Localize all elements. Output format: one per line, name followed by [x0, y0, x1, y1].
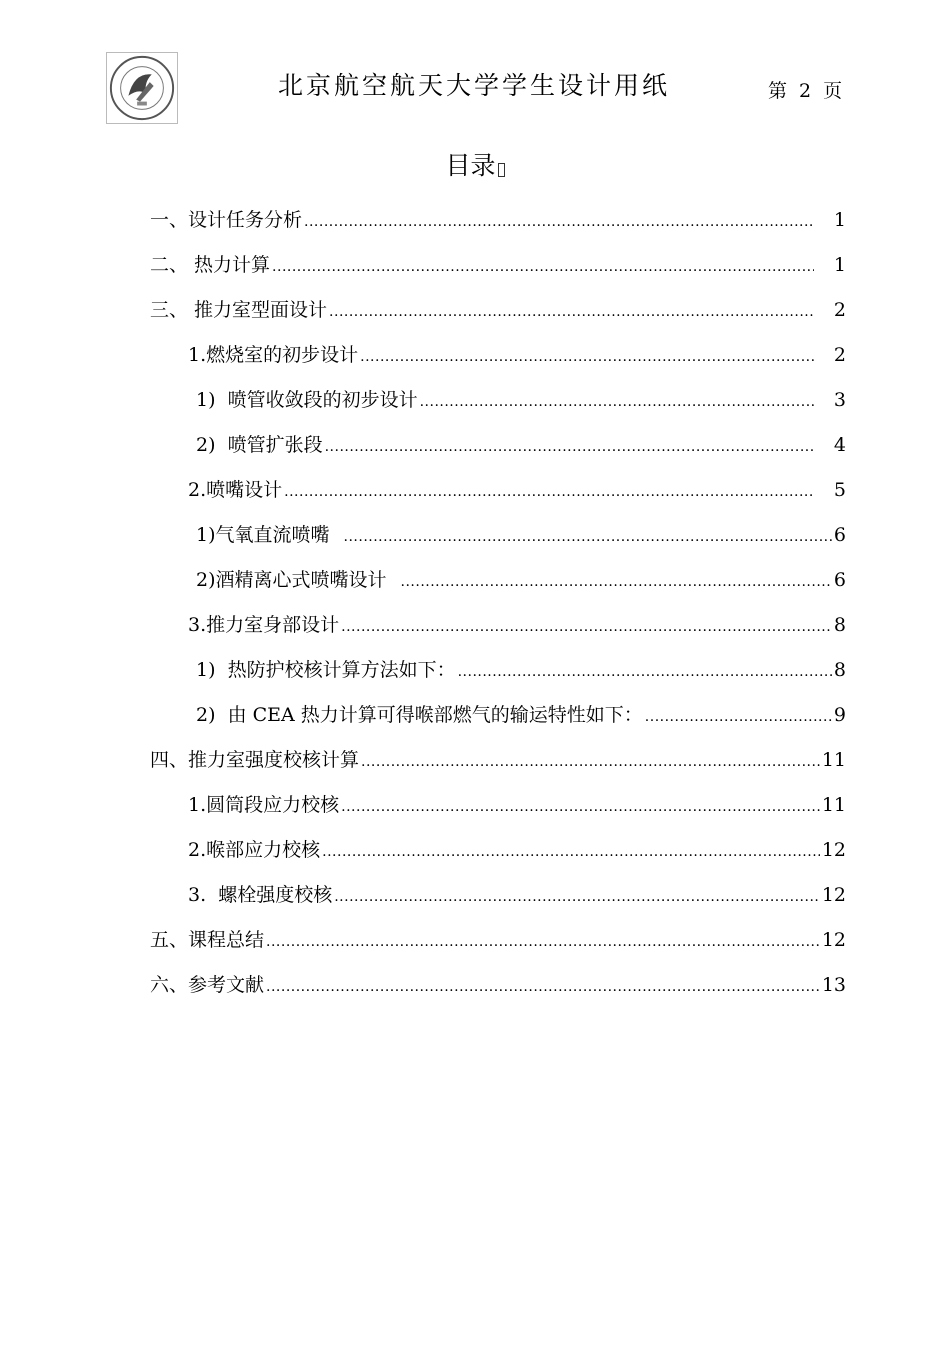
toc-entry-page: 1	[833, 209, 846, 231]
toc-leader-dots	[341, 799, 820, 815]
toc-leader-dots	[329, 304, 814, 320]
toc-entry[interactable]	[188, 790, 846, 820]
toc-entry-label: 2) 由 CEA 热力计算可得喉部燃气的输运特性如下：	[196, 704, 643, 726]
header-title: 北京航空航天大学学生设计用纸	[278, 71, 671, 100]
toc-entry-label: 1)气氧直流喷嘴	[196, 524, 330, 546]
page-header	[0, 0, 950, 130]
toc-leader-dots	[272, 259, 814, 275]
toc-entry-page: 8	[833, 614, 846, 636]
toc-leader-dots	[266, 934, 820, 950]
toc-entry[interactable]	[196, 385, 846, 415]
toc-entry-page: 12	[821, 929, 846, 951]
toc-leader-dots	[325, 439, 814, 455]
toc-entry[interactable]	[150, 925, 846, 955]
toc-entry-page: 11	[821, 794, 846, 816]
page-number: 第 2 页	[768, 80, 843, 102]
university-seal-icon	[107, 53, 177, 123]
university-logo	[106, 52, 178, 124]
toc-title-text: 目录	[445, 151, 496, 180]
toc-entry-page: 6	[833, 569, 846, 591]
toc-entry-label: 3. 螺栓强度校核	[188, 884, 333, 906]
toc-entry-label: 二、 热力计算	[150, 254, 271, 276]
toc-entry-label: 四、推力室强度校核计算	[150, 749, 360, 771]
toc-entry[interactable]	[188, 610, 846, 640]
toc-entry[interactable]	[150, 745, 846, 775]
toc-entry-label: 六、参考文献	[150, 974, 265, 996]
toc-entry-page: 5	[833, 479, 846, 501]
toc-entry[interactable]	[188, 835, 846, 865]
toc-entry-label: 2.喉部应力校核	[188, 839, 321, 861]
toc-leader-dots	[458, 664, 832, 680]
toc-entry-label: 1.圆筒段应力校核	[188, 794, 340, 816]
toc-entry[interactable]	[196, 655, 846, 685]
toc-entry-label: 2)酒精离心式喷嘴设计	[196, 569, 387, 591]
toc-leader-dots	[322, 844, 820, 860]
toc-entry-page: 8	[833, 659, 846, 681]
toc-title	[0, 146, 950, 182]
toc-leader-dots	[304, 214, 814, 230]
toc-entry[interactable]	[150, 205, 846, 235]
toc-leader-dots	[645, 709, 832, 725]
toc-entry[interactable]	[188, 340, 846, 370]
toc-leader-dots	[420, 394, 814, 410]
toc-entry-label: 一、设计任务分析	[150, 209, 303, 231]
toc-entry[interactable]	[196, 565, 846, 595]
toc-leader-dots	[284, 484, 814, 500]
toc-entry[interactable]	[188, 475, 846, 505]
toc-leader-dots	[344, 529, 832, 545]
toc-entry[interactable]	[196, 700, 846, 730]
toc-entry-page: 6	[833, 524, 846, 546]
toc-entry-label: 2) 喷管扩张段	[196, 434, 323, 456]
toc-entry-label: 1) 喷管收敛段的初步设计	[196, 389, 418, 411]
toc-entry-page: 12	[821, 839, 846, 861]
toc-entry-label: 3.推力室身部设计	[188, 614, 340, 636]
toc-leader-dots	[266, 979, 820, 995]
toc-leader-dots	[361, 754, 820, 770]
toc-entry[interactable]	[150, 295, 846, 325]
toc-entry-page: 9	[833, 704, 846, 726]
toc-leader-dots	[401, 574, 832, 590]
toc-entry-label: 1.燃烧室的初步设计	[188, 344, 359, 366]
toc-entry-page: 11	[821, 749, 846, 771]
toc-entry[interactable]	[196, 430, 846, 460]
toc-entry-label: 2.喷嘴设计	[188, 479, 283, 501]
toc-entry-page: 2	[833, 299, 846, 321]
toc-entry[interactable]	[188, 880, 846, 910]
paragraph-mark-icon	[498, 163, 505, 177]
toc-entry[interactable]	[150, 250, 846, 280]
toc-leader-dots	[360, 349, 814, 365]
toc-entry[interactable]	[150, 970, 846, 1000]
toc-leader-dots	[341, 619, 832, 635]
toc-entry-label: 三、 推力室型面设计	[150, 299, 328, 321]
toc-entry-page: 3	[833, 389, 846, 411]
toc-entry-page: 13	[821, 974, 846, 996]
toc-entry-label: 1) 热防护校核计算方法如下：	[196, 659, 456, 681]
toc-entry-page: 4	[833, 434, 846, 456]
toc-leader-dots	[334, 889, 820, 905]
toc-entry-page: 1	[833, 254, 846, 276]
toc-entry-label: 五、课程总结	[150, 929, 265, 951]
toc-entry[interactable]	[196, 520, 846, 550]
toc-entry-page: 12	[821, 884, 846, 906]
toc-entry-page: 2	[833, 344, 846, 366]
